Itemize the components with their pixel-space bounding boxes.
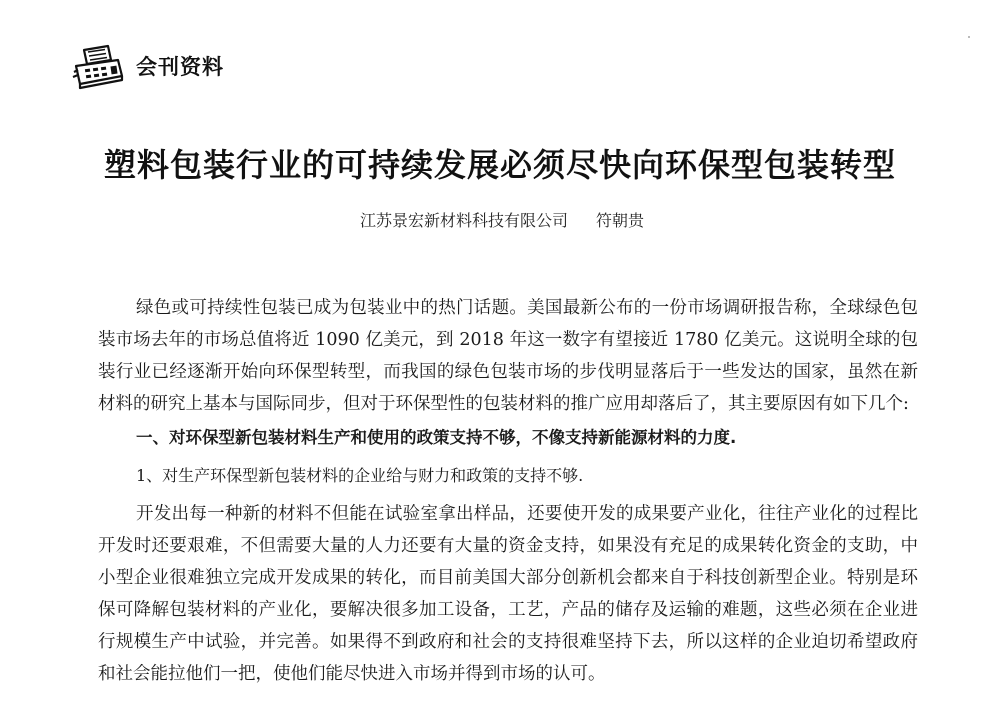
page-header <box>68 42 224 90</box>
section-title: 会刊资料 <box>136 55 224 79</box>
paragraph: 开发出每一种新的材料不但能在试验室拿出样品，还要使开发的成果要产业化，往往产业化的过程比开发时还要艰难，不但需要大量的人力还要有大量的资金支持，如果没有充足的成果转化资金的支助，中小型企业很难独立完成开发成果的转化，而目前美国大部分创新机会都来自于科技创新型企业。特别是环保可降解包装材料的产业化，要解决很多加工设备，工艺，产品的储存及运输的难题，这些必须在企业进行规模生产中试验，并完善。如果得不到政府和社会的支持很难坚持下去，所以这样的企业迫切希望政府和社会能拉他们一把，使他们能尽快进入市场并得到市场的认可。 <box>98 504 918 684</box>
author-name: 符朝贵 <box>596 211 645 230</box>
section-heading: 一、对环保型新包装材料生产和使用的政策支持不够，不像支持新能源材料的力度. <box>136 428 737 447</box>
printer-fax-icon <box>68 42 128 90</box>
author-organization: 江苏景宏新材料科技有限公司 <box>360 211 569 230</box>
subsection-heading: 1、对生产环保型新包装材料的企业给与财力和政策的支持不够. <box>136 466 584 485</box>
scan-speck <box>968 36 970 38</box>
paragraph: 绿色或可持续性包装已成为包装业中的热门话题。美国最新公布的一份市场调研报告称，全球绿色包装市场去年的市场总值将近 1090 亿美元，到 2018 年这一数字有望接近 1780 亿美元。这说明全球的包装行业已经逐渐开始向环保型转型，而我国的绿色包装市场的步伐明显落后于一些发达的国家，虽然在新材料的研究上基本与国际同步，但对于环保型性的包装材料的推广应用却落后了，其主要原因有如下几个: <box>98 298 918 414</box>
article-body <box>98 292 918 690</box>
byline <box>360 208 644 231</box>
article-title: 塑料包装行业的可持续发展必须尽快向环保型包装转型 <box>103 146 896 184</box>
